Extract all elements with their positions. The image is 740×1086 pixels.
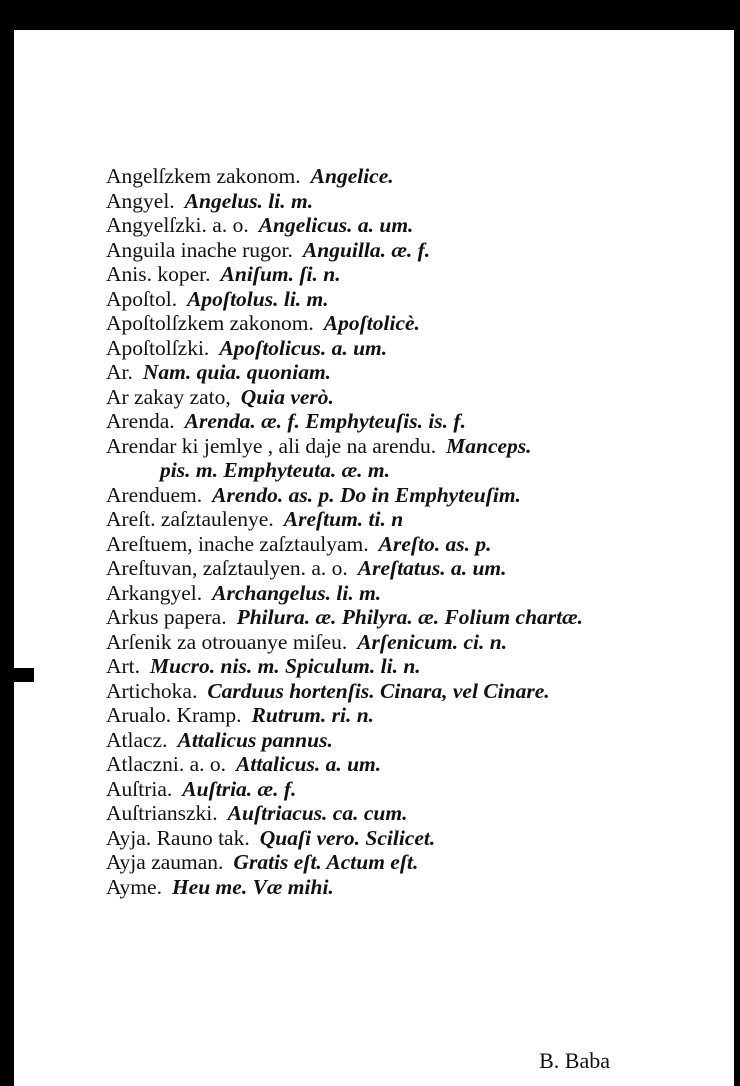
entry-headword: Ayme.: [106, 874, 162, 899]
dictionary-page: [14, 30, 740, 1086]
dictionary-entry: [106, 752, 706, 777]
entry-latin: Gratis eſt. Actum eſt.: [233, 850, 419, 874]
entry-latin: Auſtriacus. ca. cum.: [227, 801, 408, 825]
entry-latin: Angelus. li. m.: [184, 188, 314, 213]
dictionary-entry: [106, 164, 706, 189]
entry-headword: Apoſtolſzkem zakonom.: [106, 311, 314, 335]
dictionary-entry: [106, 728, 706, 753]
dictionary-entry: [106, 630, 706, 655]
dictionary-entry: [106, 213, 706, 238]
page-edge-shadow: [734, 30, 740, 1086]
dictionary-entry: [106, 287, 706, 312]
entry-headword: Art.: [106, 654, 141, 678]
entry-latin: Angelicus. a. um.: [258, 213, 414, 237]
dictionary-entry: [106, 532, 706, 557]
dictionary-entry: [106, 311, 706, 336]
dictionary-entry: [106, 238, 706, 263]
dictionary-entry: [106, 605, 706, 630]
dictionary-entry: [106, 679, 706, 704]
entry-headword: Apoſtolſzki.: [106, 335, 210, 360]
dictionary-entry: [106, 336, 706, 361]
entry-latin: Arenda. æ. f. Emphyteuſis. is. f.: [184, 409, 466, 433]
entry-latin: Areſtum. ti. n: [283, 507, 404, 531]
dictionary-entry: [106, 850, 706, 875]
dictionary-entry: [106, 556, 706, 581]
entry-headword: Angelſzkem zakonom.: [106, 164, 301, 188]
entry-latin: Heu me. Væ mihi.: [171, 874, 334, 899]
entry-headword: Arendar ki jemlye , ali daje na arendu.: [106, 433, 437, 458]
entry-latin: Manceps.: [446, 433, 532, 458]
entry-list: [106, 164, 706, 899]
entry-headword: Areſtuvan, zaſztaulyen. a. o.: [106, 556, 348, 580]
entry-headword: Arkangyel.: [106, 580, 203, 605]
entry-headword: Anis. koper.: [106, 262, 211, 286]
entry-latin: Arendo. as. p. Do in Emphyteuſim.: [212, 482, 521, 507]
entry-latin: Arſenicum. ci. n.: [357, 629, 508, 654]
dictionary-entry: [106, 801, 706, 826]
dictionary-entry: [106, 458, 706, 483]
entry-headword: Auſtrianszki.: [106, 801, 218, 825]
entry-headword: Areſtuem, inache zaſztaulyam.: [106, 531, 369, 556]
entry-latin: Anguilla. æ. f.: [302, 237, 431, 262]
dictionary-entry: [106, 703, 706, 728]
entry-latin: Aniſum. ſi. n.: [220, 262, 341, 286]
dictionary-entry: [106, 654, 706, 679]
entry-latin: Auſtria. æ. f.: [182, 776, 297, 801]
entry-latin: Quia verò.: [240, 384, 334, 409]
entry-headword: Angyel.: [106, 188, 175, 213]
entry-latin: Carduus hortenſis. Cinara, vel Cinare.: [207, 678, 550, 703]
entry-latin: Rutrum. ri. n.: [251, 703, 375, 727]
entry-latin: Philura. æ. Philyra. æ. Folium chartæ.: [236, 605, 584, 629]
entry-latin: Areſto. as. p.: [378, 531, 492, 556]
dictionary-entry: [106, 189, 706, 214]
entry-headword: Auſtria.: [106, 776, 173, 801]
entry-headword: Arualo. Kramp.: [106, 703, 242, 727]
entry-headword: Arenduem.: [106, 482, 203, 507]
entry-latin: Apoſtolicè.: [323, 311, 420, 335]
entry-headword: Ar.: [106, 360, 133, 384]
entry-latin: Apoſtolus. li. m.: [187, 286, 329, 311]
dictionary-entry: [106, 581, 706, 606]
entry-headword: Ar zakay zato,: [106, 384, 231, 409]
entry-headword: Ayja zauman.: [106, 850, 224, 874]
entry-latin: Areſtatus. a. um.: [357, 556, 507, 580]
entry-headword: Anguila inache rugor.: [106, 237, 293, 262]
entry-latin: Apoſtolicus. a. um.: [219, 335, 388, 360]
dictionary-entry: [106, 875, 706, 900]
entry-headword: Arkus papera.: [106, 605, 227, 629]
entry-latin: Nam. quia. quoniam.: [142, 360, 332, 384]
catchword: B. Baba: [539, 1048, 610, 1073]
dictionary-entry: [106, 483, 706, 508]
dictionary-entry: [106, 507, 706, 532]
entry-headword: Atlacz.: [106, 727, 168, 752]
dictionary-entry: [106, 360, 706, 385]
entry-latin: Mucro. nis. m. Spiculum. li. n.: [150, 654, 421, 678]
scan-margin-mark: [14, 668, 34, 682]
dictionary-entry: [106, 826, 706, 851]
entry-latin: Angelice.: [310, 164, 394, 188]
entry-headword: Atlaczni. a. o.: [106, 752, 226, 776]
entry-headword: Apoſtol.: [106, 286, 178, 311]
entry-latin: Archangelus. li. m.: [212, 580, 382, 605]
entry-latin: Attalicus pannus.: [177, 727, 333, 752]
entry-latin: pis. m. Emphyteuta. æ. m.: [160, 458, 390, 482]
dictionary-entry: [106, 262, 706, 287]
entry-latin: Quaſi vero. Scilicet.: [259, 825, 436, 850]
entry-latin: Attalicus. a. um.: [236, 752, 382, 776]
dictionary-entry: [106, 777, 706, 802]
entry-headword: Arſenik za otrouanye miſeu.: [106, 629, 348, 654]
entry-headword: Ayja. Rauno tak.: [106, 825, 250, 850]
entry-headword: Angyelſzki. a. o.: [106, 213, 249, 237]
entry-headword: Arenda.: [106, 409, 175, 433]
entry-headword: Areſt. zaſztaulenye.: [106, 507, 274, 531]
dictionary-entry: [106, 385, 706, 410]
dictionary-entry: [106, 434, 706, 459]
entry-headword: Artichoka.: [106, 678, 198, 703]
dictionary-entry: [106, 409, 706, 434]
